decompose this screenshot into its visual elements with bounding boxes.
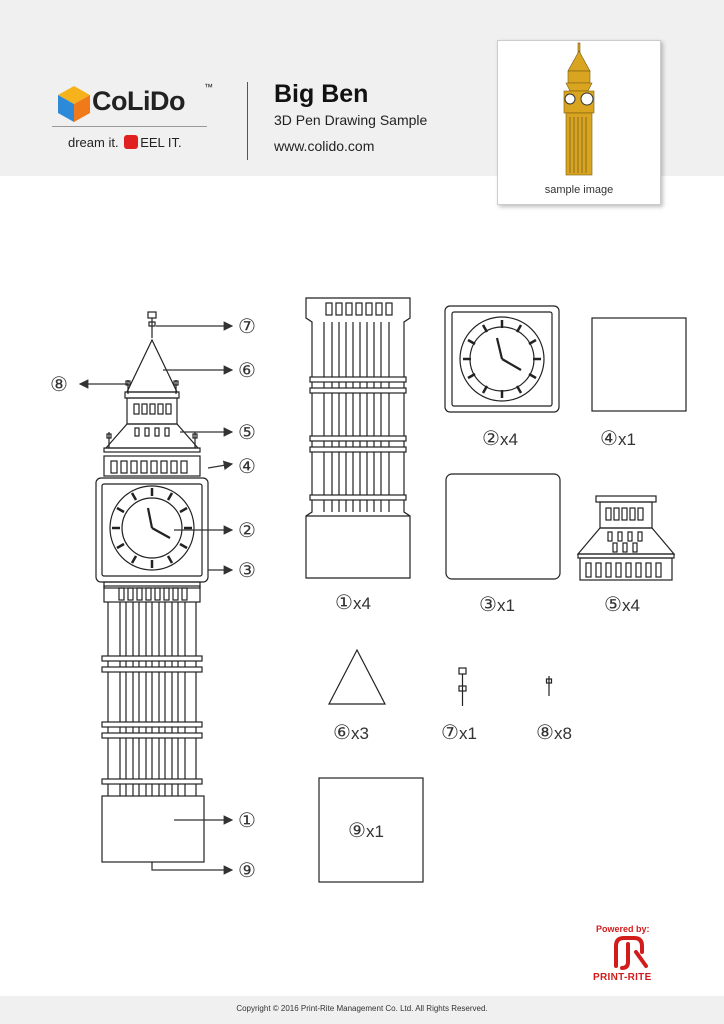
part-label-3: ③x1 — [479, 592, 515, 616]
website-link[interactable]: www.colido.com — [274, 138, 375, 154]
part-5-lantern — [578, 496, 674, 580]
part-8-post — [547, 676, 552, 696]
part-label-6: ⑥x3 — [333, 720, 369, 744]
brand-name: CoLiDo — [92, 86, 185, 116]
page-title: Big Ben — [274, 80, 369, 108]
powered-by-label: Powered by: — [596, 924, 650, 934]
assembled-tower — [96, 312, 208, 868]
tagline-right: EEL IT. — [140, 135, 182, 150]
callout-6: ⑥ — [238, 358, 256, 382]
sample-image-label: sample image — [544, 184, 614, 196]
page-subtitle: 3D Pen Drawing Sample — [274, 112, 428, 128]
part-label-1: ①x4 — [335, 590, 371, 614]
callout-2: ② — [238, 518, 256, 542]
callout-7: ⑦ — [238, 314, 256, 338]
copyright-text: Copyright © 2016 Print-Rite Management Co. Ltd. All Rights Reserved. — [236, 1004, 488, 1013]
callout-1: ① — [238, 808, 256, 832]
part-label-2: ②x4 — [482, 426, 518, 450]
part-2-clock-face — [445, 306, 559, 412]
part-label-7: ⑦x1 — [441, 720, 477, 744]
part-4-square — [592, 318, 686, 411]
callout-arrows — [80, 326, 232, 870]
callout-8: ⑧ — [50, 372, 68, 396]
part-6-triangle — [329, 650, 385, 704]
part-1-shaft — [306, 298, 410, 578]
part-label-5: ⑤x4 — [604, 592, 640, 616]
part-label-9: ⑨x1 — [348, 818, 384, 842]
tagline-left: dream it. — [68, 135, 119, 150]
callout-4: ④ — [238, 454, 256, 478]
callout-5: ⑤ — [238, 420, 256, 444]
part-label-4: ④x1 — [600, 426, 636, 450]
trademark-symbol: ™ — [204, 82, 213, 92]
print-rite-logo-text: PRINT-RITE — [593, 972, 652, 983]
part-label-8: ⑧x8 — [536, 720, 572, 744]
footer-bar — [0, 996, 724, 1024]
part-7-spire — [459, 668, 466, 706]
print-rite-logo-icon — [616, 938, 646, 968]
part-3-clock-frame — [446, 474, 560, 579]
callout-3: ③ — [238, 558, 256, 582]
callout-9: ⑨ — [238, 858, 256, 882]
